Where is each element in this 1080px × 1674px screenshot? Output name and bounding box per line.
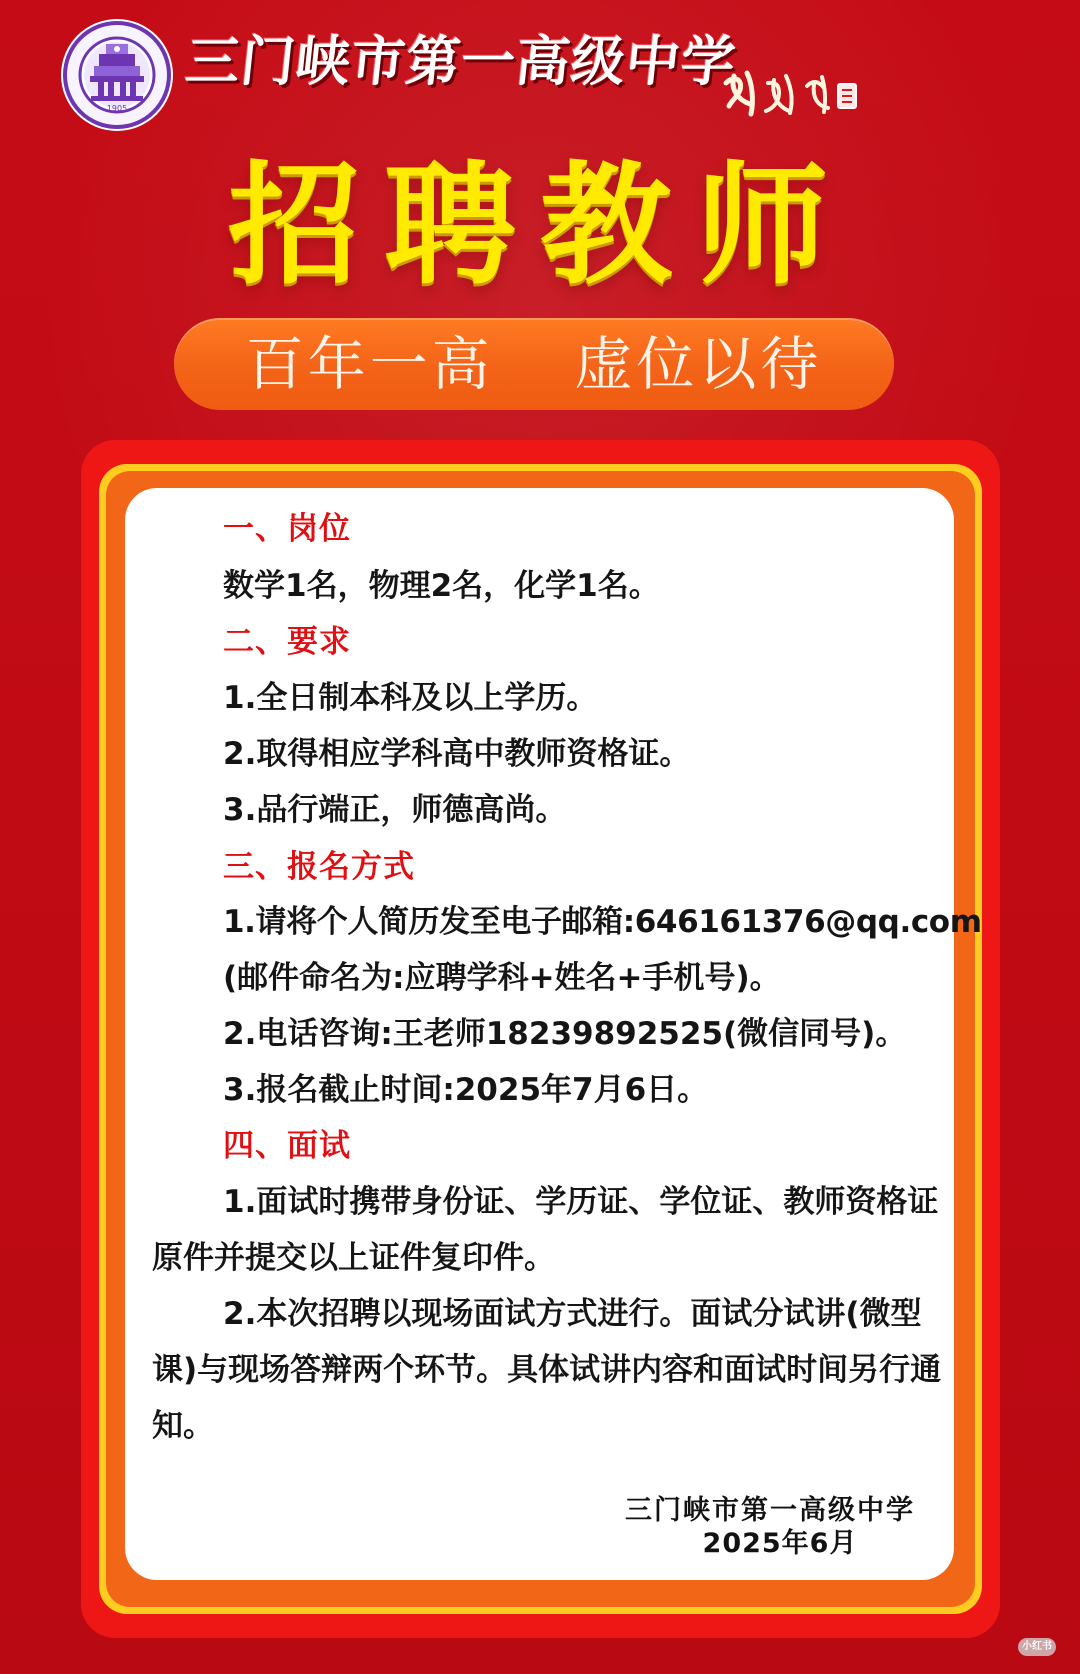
application-line-3: 2.电话咨询:王老师18239892525(微信同号)。 (223, 1016, 907, 1052)
footer-signature (610, 1495, 930, 1560)
school-header (58, 16, 948, 134)
interview-line-5: 知。 (152, 1408, 214, 1444)
slogan-banner (174, 318, 894, 410)
requirements-line-1: 1.全日制本科及以上学历。 (223, 680, 598, 716)
interview-line-3: 2.本次招聘以现场面试方式进行。面试分试讲(微型 (223, 1296, 922, 1332)
calligraphy-signature-icon (716, 66, 866, 124)
notice-paper (125, 488, 982, 1580)
school-name: 三门峡市第一高级中学 (182, 29, 740, 93)
page-title: 招聘教师 (228, 148, 852, 303)
requirements-line-2: 2.取得相应学科高中教师资格证。 (223, 736, 691, 772)
logo-year: 1905 (106, 104, 128, 113)
interview-line-1: 1.面试时携带身份证、学历证、学位证、教师资格证 (223, 1184, 939, 1220)
interview-line-4: 课)与现场答辩两个环节。具体试讲内容和面试时间另行通 (152, 1352, 942, 1388)
positions-line-1: 数学1名，物理2名，化学1名。 (223, 568, 660, 604)
section-title-requirements: 二、要求 (223, 624, 351, 660)
school-logo-icon (58, 16, 176, 134)
application-line-2: (邮件命名为:应聘学科+姓名+手机号)。 (223, 960, 781, 996)
application-line-1: 1.请将个人简历发至电子邮箱:646161376@qq.com (223, 904, 982, 940)
section-title-interview: 四、面试 (223, 1128, 351, 1164)
section-title-application: 三、报名方式 (223, 849, 415, 885)
interview-line-2: 原件并提交以上证件复印件。 (152, 1240, 555, 1276)
requirements-line-3: 3.品行端正，师德高尚。 (223, 792, 567, 828)
footer-date: 2025年6月 (702, 1527, 858, 1559)
section-title-positions: 一、岗位 (223, 511, 351, 547)
watermark-badge: 小红书 (1018, 1638, 1056, 1656)
footer-school: 三门峡市第一高级中学 (625, 1495, 915, 1527)
notice-content (125, 488, 982, 1580)
slogan-text: 百年一高 虚位以待 (245, 330, 823, 398)
application-line-4: 3.报名截止时间:2025年7月6日。 (223, 1072, 709, 1108)
